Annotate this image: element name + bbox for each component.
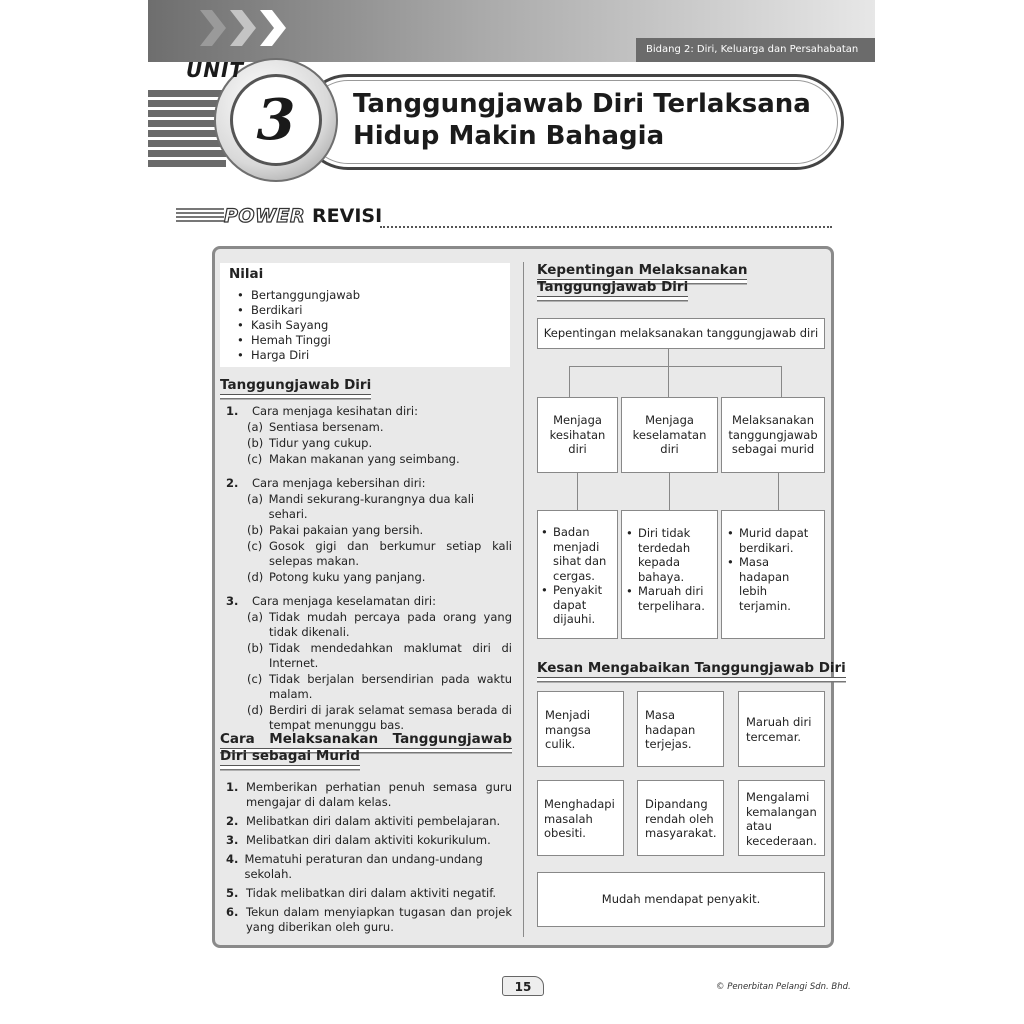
sub-item: (c) Tidak berjalan bersendirian pada waktu malam. xyxy=(247,672,512,701)
list-item: 2. Cara menjaga kebersihan diri: xyxy=(226,476,426,490)
connector-line xyxy=(669,473,670,510)
tanggungjawab-diri-list xyxy=(226,404,512,733)
sub-item: (b) Tidur yang cukup. xyxy=(247,436,373,450)
connector-line xyxy=(569,366,781,367)
list-item: • Diri tidak terdedah kepada bahaya. xyxy=(626,526,691,584)
effect-box: Mengalami kemalangan atau kecederaan. xyxy=(738,780,825,856)
list-item: • Murid dapat berdikari. xyxy=(727,526,809,555)
list-item: 2. Melibatkan diri dalam aktiviti pembelajaran. xyxy=(226,814,501,828)
effect-box: Masa hadapan terjejas. xyxy=(637,691,724,767)
sub-item: (a) Tidak mudah percaya pada orang yang tidak dikenali. xyxy=(247,610,512,639)
sub-item: (a) Sentiasa bersenam. xyxy=(247,420,384,434)
effect-box: Menghadapi masalah obesiti. xyxy=(537,780,624,856)
list-item: • Badan menjadi sihat dan cergas. xyxy=(541,525,607,583)
branch-box: Menjaga keselamatan diri xyxy=(621,397,718,473)
connector-line xyxy=(668,349,669,366)
sub-item: (d) Potong kuku yang panjang. xyxy=(247,570,426,584)
kepentingan-heading: Kepentingan Melaksanakan Tanggungjawab Diri xyxy=(537,262,748,295)
connector-line xyxy=(668,366,669,397)
page-number: 15 xyxy=(502,976,544,996)
speed-lines-icon xyxy=(176,208,224,224)
list-item: • Maruah diri terpelihara. xyxy=(626,584,705,613)
chevron-arrows-icon xyxy=(200,10,290,46)
detail-box xyxy=(621,510,718,639)
list-item: • Penyakit dapat dijauhi. xyxy=(541,583,603,626)
power-label: POWER xyxy=(224,205,306,227)
sub-item: (c) Gosok gigi dan berkumur setiap kali selepas makan. xyxy=(247,539,512,568)
effect-box: Dipandang rendah oleh masyarakat. xyxy=(637,780,724,856)
connector-line xyxy=(577,473,578,510)
list-item: 3. Melibatkan diri dalam aktiviti kokurikulum. xyxy=(226,833,491,847)
kesan-heading: Kesan Mengabaikan Tanggungjawab Diri xyxy=(537,660,846,676)
list-item: 1. Cara menjaga kesihatan diri: xyxy=(226,404,418,418)
list-item: • Bertanggungjawab xyxy=(237,288,361,302)
branch-box: Menjaga kesihatan diri xyxy=(537,397,618,473)
list-item: • Masa hadapan lebih terjamin. xyxy=(727,555,791,613)
unit-label: UNIT xyxy=(186,58,245,82)
list-item: 5. Tidak melibatkan diri dalam aktiviti negatif. xyxy=(226,886,497,900)
effect-box: Maruah diri tercemar. xyxy=(738,691,825,767)
list-item: • Harga Diri xyxy=(237,348,310,362)
cara-melaksanakan-list xyxy=(226,780,512,935)
effect-box: Menjadi mangsa culik. xyxy=(537,691,624,767)
copyright-text: © Penerbitan Pelangi Sdn. Bhd. xyxy=(716,982,851,992)
subject-area-label: Bidang 2: Diri, Keluarga dan Persahabatan xyxy=(636,38,875,62)
unit-title-line1: Tanggungjawab Diri Terlaksana xyxy=(353,89,811,119)
nilai-list xyxy=(237,288,497,363)
sub-item: (a) Mandi sekurang-kurangnya dua kali sehari. xyxy=(247,492,475,521)
sub-item: (b) Tidak mendedahkan maklumat diri di Internet. xyxy=(247,641,512,670)
unit-number: 3 xyxy=(256,87,296,153)
list-item: 1. Memberikan perhatian penuh semasa guru mengajar di dalam kelas. xyxy=(226,780,512,809)
connector-line xyxy=(569,366,570,397)
column-divider xyxy=(523,262,524,937)
kepentingan-root-box: Kepentingan melaksanakan tanggungjawab diri xyxy=(537,318,825,349)
unit-title xyxy=(353,88,811,152)
effect-box-wide: Mudah mendapat penyakit. xyxy=(537,872,825,927)
nilai-heading: Nilai xyxy=(229,266,264,282)
detail-box xyxy=(721,510,825,639)
list-item: • Hemah Tinggi xyxy=(237,333,331,347)
unit-title-line2: Hidup Makin Bahagia xyxy=(353,121,665,151)
branch-box: Melaksanakan tanggungjawab sebagai murid xyxy=(721,397,825,473)
list-item: 4. Mematuhi peraturan dan undang-undang sekolah. xyxy=(226,852,483,881)
detail-box xyxy=(537,510,618,639)
cara-melaksanakan-heading: Cara Melaksanakan Tanggungjawab Diri sebagai Murid xyxy=(220,731,512,764)
connector-line xyxy=(781,366,782,397)
connector-line xyxy=(778,473,779,510)
sub-item: (c) Makan makanan yang seimbang. xyxy=(247,452,460,466)
list-item: • Kasih Sayang xyxy=(237,318,329,332)
sub-item: (d) Berdiri di jarak selamat semasa berada di tempat menunggu bas. xyxy=(247,703,512,732)
sub-item: (b) Pakai pakaian yang bersih. xyxy=(247,523,424,537)
list-item: 6. Tekun dalam menyiapkan tugasan dan projek yang diberikan oleh guru. xyxy=(226,905,512,934)
tanggungjawab-diri-heading: Tanggungjawab Diri xyxy=(220,377,372,393)
list-item: 3. Cara menjaga keselamatan diri: xyxy=(226,594,436,608)
list-item: • Berdikari xyxy=(237,303,303,317)
revisi-label: REVISI xyxy=(312,205,383,227)
dotted-divider xyxy=(380,226,832,228)
